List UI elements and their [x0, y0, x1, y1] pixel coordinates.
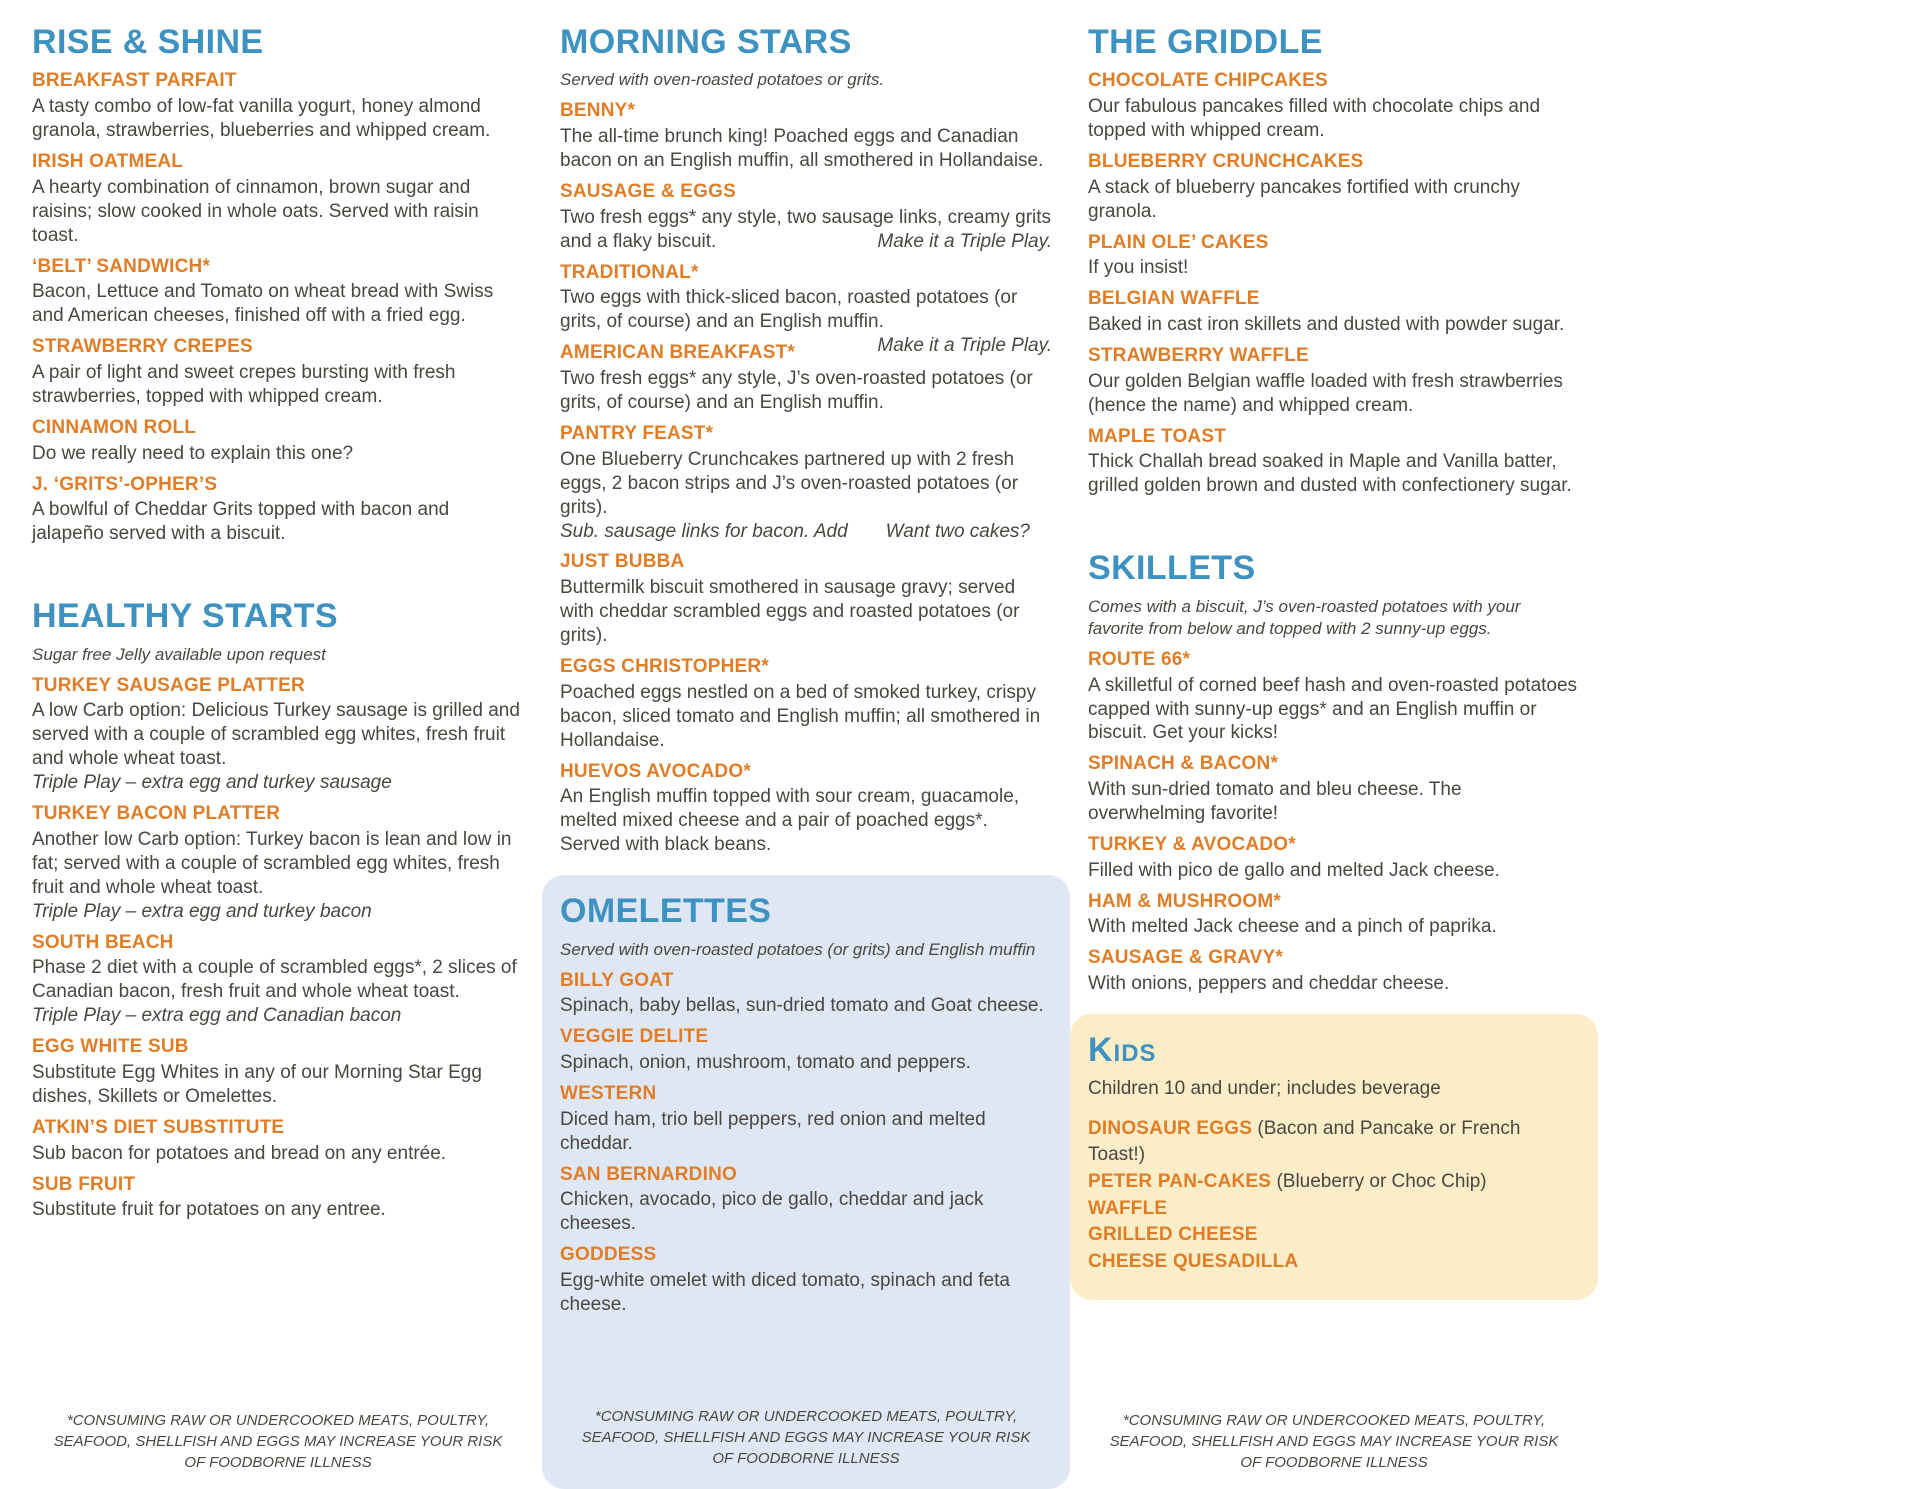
item-desc [1088, 859, 1580, 883]
section-intro-note: Children 10 and under; includes beverage [1088, 1078, 1441, 1100]
item-note-text: Sub. sausage links for bacon. Add [560, 520, 848, 542]
item-desc [32, 1198, 524, 1222]
item-name: TURKEY & AVOCADO* [1088, 834, 1296, 856]
section-intro-note: Comes with a biscuit, J’s oven-roasted potatoes with your favorite from below and topped with 2 sunny-up eggs. [1088, 596, 1521, 638]
item-name: BELGIAN WAFFLE [1088, 288, 1260, 310]
item-desc-text: A bowlful of Cheddar Grits topped with bacon and jalapeño served with a biscuit. [32, 499, 450, 545]
item-name: EGG WHITE SUB [32, 1036, 189, 1058]
menu-item-san-bernardino [560, 1163, 1052, 1237]
item-name: PETER PAN-CAKES [1088, 1170, 1272, 1192]
menu-item-cinnamon-roll [32, 416, 524, 466]
kids-item-line [1088, 1249, 1580, 1275]
menu-item-strawberry-waffle [1088, 344, 1580, 418]
item-desc [560, 448, 1052, 520]
menu-item-j-grits-opher-s [32, 473, 524, 547]
section-title-the-griddle: THE GRIDDLE [1088, 23, 1323, 61]
item-name: VEGGIE DELITE [560, 1026, 709, 1048]
menu-item-south-beach [32, 931, 524, 1029]
section-intro-note: Served with oven-roasted potatoes or grits. [560, 70, 885, 90]
menu-item-sausage-gravy [1088, 946, 1580, 996]
item-name: TRADITIONAL* [560, 261, 699, 283]
menu-item-dinosaur-eggs [1088, 1116, 1580, 1168]
item-desc [32, 498, 524, 546]
item-desc-text: Baked in cast iron skillets and dusted with powder sugar. [1088, 314, 1565, 336]
item-name: CHOCOLATE CHIPCAKES [1088, 70, 1328, 92]
item-desc [1088, 370, 1580, 418]
section-skillets [1088, 550, 1580, 996]
item-desc [32, 699, 524, 771]
item-desc [560, 1108, 1052, 1156]
section-title-omelettes: OMELETTES [560, 892, 772, 931]
menu-item-plain-ole-cakes [1088, 231, 1580, 281]
item-name: STRAWBERRY WAFFLE [1088, 345, 1309, 367]
item-desc [560, 206, 1052, 254]
item-name: BILLY GOAT [560, 969, 674, 991]
section-rise-shine [32, 24, 524, 546]
item-name: SAUSAGE & EGGS [560, 181, 736, 203]
menu-item-billy-goat [560, 969, 1052, 1019]
item-name: ‘BELT’ SANDWICH* [32, 255, 211, 277]
item-desc [32, 1142, 524, 1166]
item-desc-text: A hearty combination of cinnamon, brown sugar and raisins; slow cooked in whole oats. Served with raisin toast. [32, 176, 479, 246]
menu-item-goddess [560, 1243, 1052, 1317]
item-desc [560, 576, 1052, 648]
item-desc [32, 280, 524, 328]
menu-item-belt-sandwich [32, 255, 524, 329]
item-tail-note: Make it a Triple Play. [877, 335, 1052, 357]
kids-item-line [1088, 1116, 1580, 1168]
item-desc-text: Sub bacon for potatoes and bread on any entrée. [32, 1142, 447, 1164]
item-name: GRILLED CHEESE [1088, 1224, 1258, 1246]
item-desc [32, 95, 524, 143]
item-inline-desc: (Blueberry or Choc Chip) [1276, 1170, 1487, 1192]
item-desc [560, 681, 1052, 753]
item-name: IRISH OATMEAL [32, 151, 184, 173]
menu-column-1 [32, 24, 524, 1489]
item-name: WAFFLE [1088, 1197, 1168, 1219]
item-name: STRAWBERRY CREPES [32, 336, 253, 358]
item-desc [1088, 256, 1580, 280]
item-desc-text: Thick Challah bread soaked in Maple and Vanilla batter, grilled golden brown and dusted with confectionery sugar. [1088, 451, 1572, 497]
item-note-text: Triple Play – extra egg and turkey bacon [32, 900, 372, 922]
item-note [32, 900, 524, 924]
consumer-advisory-disclaimer: *CONSUMING RAW OR UNDERCOOKED MEATS, POULTRY, SEAFOOD, SHELLFISH AND EGGS MAY INCREASE YOUR RISK OF FOODBORNE ILLNESS [581, 1408, 1031, 1467]
item-name: BLUEBERRY CRUNCHCAKES [1088, 151, 1364, 173]
item-desc-text: Chicken, avocado, pico de gallo, cheddar and jack cheeses. [560, 1189, 984, 1235]
panel-kids [1070, 1014, 1598, 1300]
item-name: HAM & MUSHROOM* [1088, 890, 1281, 912]
menu-item-just-bubba [560, 550, 1052, 648]
section-the-griddle [1088, 24, 1580, 498]
item-note-text: Triple Play – extra egg and Canadian bacon [32, 1005, 402, 1027]
item-desc [1088, 915, 1580, 939]
item-name: CHEESE QUESADILLA [1088, 1251, 1299, 1273]
consumer-advisory-disclaimer: *CONSUMING RAW OR UNDERCOOKED MEATS, POULTRY, SEAFOOD, SHELLFISH AND EGGS MAY INCREASE YOUR RISK OF FOODBORNE ILLNESS [53, 1412, 503, 1471]
menu-item-maple-toast [1088, 425, 1580, 499]
menu-item-belgian-waffle [1088, 287, 1580, 337]
item-desc-text: Another low Carb option: Turkey bacon is lean and low in fat; served with a couple of scrambled egg whites, fresh fruit and whole wheat toast. [32, 828, 512, 898]
item-desc [32, 176, 524, 248]
item-desc-text: A tasty combo of low-fat vanilla yogurt, honey almond granola, strawberries, blueberries and whipped cream. [32, 96, 491, 142]
item-name: ATKIN’S DIET SUBSTITUTE [32, 1116, 285, 1138]
item-note-2: Want two cakes? [885, 520, 1030, 542]
menu-item-strawberry-crepes [32, 335, 524, 409]
item-name: SAN BERNARDINO [560, 1163, 737, 1185]
item-desc-text: Poached eggs nestled on a bed of smoked turkey, crispy bacon, sliced tomato and English muffin; all smothered in Hollandaise. [560, 681, 1041, 751]
menu-item-huevos-avocado [560, 760, 1052, 858]
item-desc [1088, 95, 1580, 143]
item-desc-text: A low Carb option: Delicious Turkey sausage is grilled and served with a couple of scrambled egg whites, fresh fruit and whole wheat toast. [32, 700, 520, 770]
item-note [32, 771, 524, 795]
item-note-text: Triple Play – extra egg and turkey sausage [32, 772, 392, 794]
item-desc-text: Spinach, onion, mushroom, tomato and peppers. [560, 1052, 971, 1074]
section-omelettes [560, 893, 1052, 1317]
menu-item-ham-mushroom [1088, 890, 1580, 940]
item-desc [32, 828, 524, 900]
item-desc-text: Substitute fruit for potatoes on any entree. [32, 1199, 386, 1221]
menu-item-western [560, 1082, 1052, 1156]
menu-item-eggs-christopher [560, 655, 1052, 753]
item-desc-text: A skilletful of corned beef hash and oven-roasted potatoes capped with sunny-up eggs* and an English muffin or biscuit. Get your kicks! [1088, 674, 1578, 744]
item-name: MAPLE TOAST [1088, 425, 1227, 447]
item-desc [1088, 778, 1580, 826]
item-name: PANTRY FEAST* [560, 422, 714, 444]
menu-item-waffle [1088, 1196, 1580, 1222]
section-kids [1088, 1032, 1580, 1275]
item-desc-text: Bacon, Lettuce and Tomato on wheat bread with Swiss and American cheeses, finished off with a fried egg. [32, 281, 494, 327]
section-title-kids: Kids [1088, 1031, 1157, 1070]
item-desc [560, 1188, 1052, 1236]
menu-item-cheese-quesadilla [1088, 1249, 1580, 1275]
item-name: EGGS CHRISTOPHER* [560, 656, 769, 678]
menu-item-turkey-bacon-platter [32, 802, 524, 924]
item-name: SAUSAGE & GRAVY* [1088, 947, 1283, 969]
section-healthy-starts [32, 598, 524, 1222]
item-desc-text: With melted Jack cheese and a pinch of paprika. [1088, 916, 1497, 938]
item-desc-text: Phase 2 diet with a couple of scrambled eggs*, 2 slices of Canadian bacon, fresh fruit and whole wheat toast. [32, 957, 517, 1003]
item-desc-text: Diced ham, trio bell peppers, red onion and melted cheddar. [560, 1108, 986, 1154]
menu-item-veggie-delite [560, 1025, 1052, 1075]
menu-item-chocolate-chipcakes [1088, 69, 1580, 143]
section-morning-stars [560, 24, 1052, 857]
panel-omelettes [542, 875, 1070, 1489]
item-name: CINNAMON ROLL [32, 416, 197, 438]
item-desc [32, 1061, 524, 1109]
item-name: TURKEY SAUSAGE PLATTER [32, 674, 305, 696]
item-name: GODDESS [560, 1244, 657, 1266]
menu-column-3 [1088, 24, 1580, 1489]
menu-item-pantry-feast [560, 422, 1052, 544]
kids-item-line [1088, 1222, 1580, 1248]
item-desc-text: Two fresh eggs* any style, two sausage links, creamy grits and a flaky biscuit. [560, 206, 1052, 252]
item-desc [560, 367, 1052, 415]
section-title-healthy-starts: HEALTHY STARTS [32, 597, 338, 636]
item-name: SUB FRUIT [32, 1173, 136, 1195]
menu-item-grilled-cheese [1088, 1222, 1580, 1248]
menu-item-sausage-eggs [560, 180, 1052, 254]
menu-item-benny [560, 99, 1052, 173]
item-desc-text: Buttermilk biscuit smothered in sausage gravy; served with cheddar scrambled eggs and roasted potatoes (or grits). [560, 577, 1020, 647]
menu-item-peter-pan-cakes [1088, 1169, 1580, 1195]
item-name: TURKEY BACON PLATTER [32, 803, 281, 825]
item-desc-text: One Blueberry Crunchcakes partnered up with 2 fresh eggs, 2 bacon strips and J’s oven-roasted potatoes (or grits). [560, 448, 1019, 518]
item-name: PLAIN OLE’ CAKES [1088, 231, 1269, 253]
item-desc-text: With sun-dried tomato and bleu cheese. The overwhelming favorite! [1088, 779, 1462, 825]
item-desc [1088, 972, 1580, 996]
item-desc [32, 442, 524, 466]
item-desc [1088, 674, 1580, 746]
menu-column-2 [560, 24, 1052, 1489]
kids-item-line [1088, 1196, 1580, 1222]
item-desc-text: A stack of blueberry pancakes fortified with crunchy granola. [1088, 176, 1520, 222]
item-desc [1088, 176, 1580, 224]
kids-item-line [1088, 1169, 1580, 1195]
item-desc [560, 785, 1052, 857]
item-desc-text: A pair of light and sweet crepes bursting with fresh strawberries, topped with whipped cream. [32, 361, 456, 407]
item-desc-text: Our fabulous pancakes filled with chocolate chips and topped with whipped cream. [1088, 96, 1541, 142]
section-intro-note: Served with oven-roasted potatoes (or grits) and English muffin [560, 939, 1036, 959]
item-name: WESTERN [560, 1083, 657, 1105]
menu-item-sub-fruit [32, 1173, 524, 1223]
item-desc [32, 956, 524, 1004]
item-desc [1088, 313, 1580, 337]
menu-item-turkey-avocado [1088, 833, 1580, 883]
item-note [32, 1004, 524, 1028]
item-desc-text: Substitute Egg Whites in any of our Morning Star Egg dishes, Skillets or Omelettes. [32, 1061, 482, 1107]
item-note [560, 520, 1052, 544]
section-title-morning-stars: MORNING STARS [560, 23, 852, 61]
item-desc-text: Two eggs with thick-sliced bacon, roasted potatoes (or grits, of course) and an English muffin. [560, 287, 1018, 333]
menu-item-egg-white-sub [32, 1035, 524, 1109]
menu-item-atkin-s-diet-substitute [32, 1116, 524, 1166]
item-desc [1088, 450, 1580, 498]
item-tail-note: Make it a Triple Play. [877, 230, 1052, 252]
item-desc-text: With onions, peppers and cheddar cheese. [1088, 973, 1450, 995]
item-desc-text: The all-time brunch king! Poached eggs and Canadian bacon on an English muffin, all smothered in Hollandaise. [560, 126, 1044, 172]
item-name: J. ‘GRITS’-OPHER’S [32, 473, 218, 495]
item-name: DINOSAUR EGGS [1088, 1118, 1253, 1140]
menu-item-irish-oatmeal [32, 150, 524, 248]
item-desc [560, 125, 1052, 173]
item-desc [560, 994, 1052, 1018]
item-desc-text: If you insist! [1088, 257, 1189, 279]
item-desc-text: Egg-white omelet with diced tomato, spinach and feta cheese. [560, 1270, 1010, 1315]
section-title-rise-shine: RISE & SHINE [32, 23, 264, 61]
menu-item-turkey-sausage-platter [32, 674, 524, 796]
consumer-advisory-disclaimer: *CONSUMING RAW OR UNDERCOOKED MEATS, POULTRY, SEAFOOD, SHELLFISH AND EGGS MAY INCREASE YOUR RISK OF FOODBORNE ILLNESS [1109, 1412, 1559, 1471]
section-intro-note: Sugar free Jelly available upon request [32, 644, 326, 664]
item-inline-desc: (Bacon and Pancake or French Toast!) [1088, 1118, 1521, 1165]
item-name: SOUTH BEACH [32, 931, 174, 953]
item-name: ROUTE 66* [1088, 648, 1191, 670]
item-desc-text: Do we really need to explain this one? [32, 442, 354, 464]
menu-item-breakfast-parfait [32, 69, 524, 143]
item-name: JUST BUBBA [560, 551, 685, 573]
item-name: SPINACH & BACON* [1088, 753, 1279, 775]
item-desc [560, 1269, 1052, 1317]
item-name: BREAKFAST PARFAIT [32, 70, 237, 92]
item-name: BENNY* [560, 100, 636, 122]
item-desc [32, 361, 524, 409]
item-desc-text: Our golden Belgian waffle loaded with fresh strawberries (hence the name) and whipped cream. [1088, 370, 1563, 416]
item-desc-text: Two fresh eggs* any style, J’s oven-roasted potatoes (or grits, of course) and an English muffin. [560, 368, 1033, 414]
menu-item-blueberry-crunchcakes [1088, 150, 1580, 224]
item-desc [560, 1051, 1052, 1075]
item-name: HUEVOS AVOCADO* [560, 760, 751, 782]
menu-item-route-66 [1088, 648, 1580, 746]
item-desc-text: Spinach, baby bellas, sun-dried tomato and Goat cheese. [560, 995, 1044, 1017]
section-title-skillets: SKILLETS [1088, 549, 1256, 588]
item-desc-text: An English muffin topped with sour cream, guacamole, melted mixed cheese and a pair of poached eggs*. Served with black beans. [560, 786, 1020, 856]
item-name: AMERICAN BREAKFAST* [560, 342, 795, 364]
item-desc-text: Filled with pico de gallo and melted Jack cheese. [1088, 859, 1500, 881]
menu-item-spinach-bacon [1088, 752, 1580, 826]
